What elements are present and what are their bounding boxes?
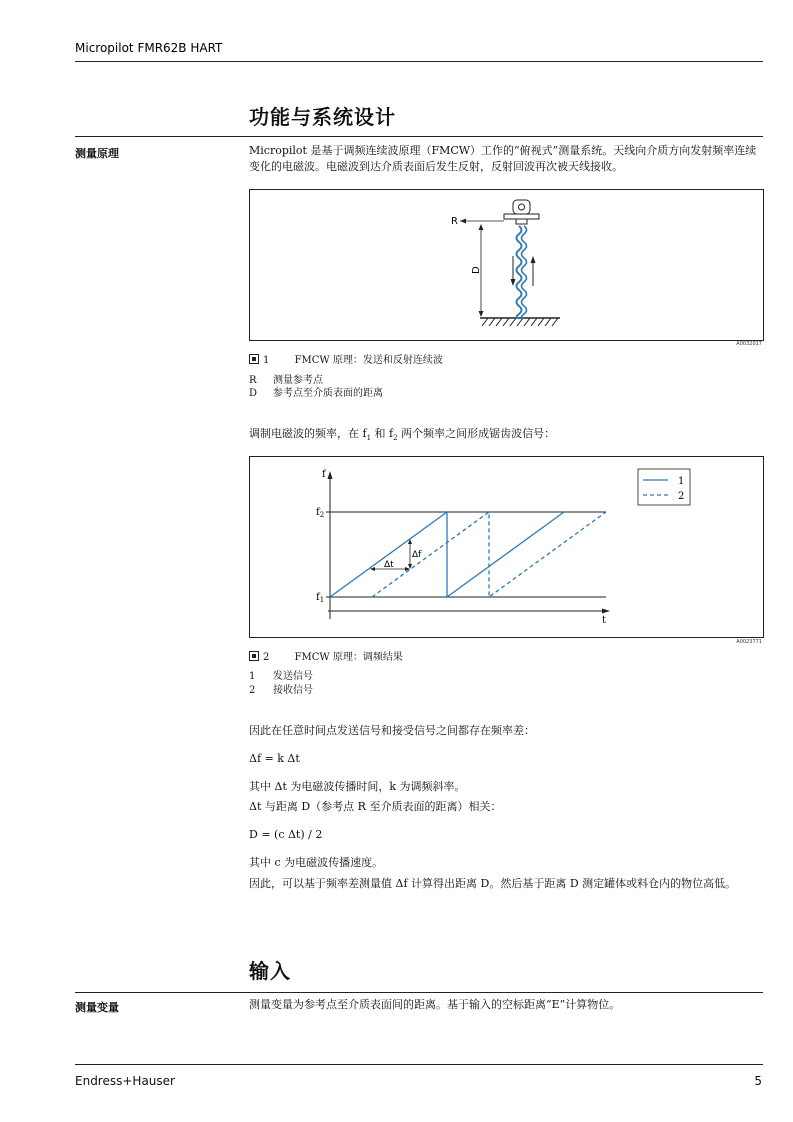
section-rule	[75, 136, 763, 137]
figure1-caption-text: FMCW 原理：发送和反射连续波	[294, 355, 443, 366]
legend-entry-2: 2	[678, 491, 685, 502]
footer-rule	[75, 1064, 763, 1065]
series-receive-line	[372, 512, 606, 597]
side-label-measuring-principle: 测量原理	[75, 147, 119, 160]
formula-intro: 因此在任意时间点发送信号和接受信号之间都存在频率差：	[249, 724, 535, 737]
figure2-number: 2	[263, 652, 270, 663]
figure2-caption-text: FMCW 原理：调频结果	[294, 652, 403, 663]
legend-entry-1: 1	[678, 476, 685, 487]
figure1-code: A0032017	[736, 341, 762, 347]
modulation-paragraph: 调制电磁波的频率，在 $f_1$ 和 $f_2$ 两个频率之间形成锯齿波信号：	[249, 427, 556, 443]
series-transmit-line	[330, 512, 564, 597]
section-heading-function: 功能与系统设计	[249, 105, 396, 129]
formula-explain-3: 其中 c 为电磁波传播速度。	[249, 856, 384, 869]
formula-delta-f: Δf = k Δt	[249, 752, 300, 765]
intro-paragraph: Micropilot 是基于调频连续波原理（FMCW）工作的“俯视式”测量系统。天线向介质方向发射频率连续变化的电磁波。电磁波到达介质表面后发生反射，反射回波再次被天线接收。	[249, 144, 757, 173]
formula-distance: D = (c Δt) / 2	[249, 828, 323, 841]
f2-label: $f_2$	[316, 507, 325, 519]
figure-fmcw-principle	[249, 189, 764, 341]
section-heading-input: 输入	[249, 959, 291, 983]
header-rule	[75, 61, 763, 62]
figure2-legend-1: 1 发送信号	[249, 671, 313, 682]
figure2-code: A0023771	[736, 639, 762, 645]
label-r: R	[451, 216, 458, 227]
figure-fmcw-result	[249, 456, 764, 638]
radar-device-icon	[504, 200, 539, 224]
chart-legend	[638, 469, 690, 505]
ground-hatch	[482, 318, 558, 326]
axis-t-label: t	[602, 615, 607, 626]
figure1-legend-d: D 参考点至介质表面的距离	[249, 388, 383, 399]
formula-explain-1: 其中 Δt 为电磁波传播时间，k 为调频斜率。	[249, 780, 466, 793]
formula-explain-2: Δt 与距离 D（参考点 R 至介质表面的距离）相关：	[249, 800, 502, 813]
figure-icon	[249, 651, 259, 661]
axis-f-label: f	[322, 469, 326, 480]
footer-brand: Endress+Hauser	[75, 1074, 175, 1088]
f1-label: $f_1$	[316, 592, 325, 604]
measured-variable-text: 测量变量为参考点至介质表面间的距离。基于输入的空标距离“E”计算物位。	[249, 998, 621, 1011]
figure-icon	[249, 354, 259, 364]
document-header-title: Micropilot FMR62B HART	[75, 41, 223, 55]
figure1-number: 1	[263, 355, 270, 366]
label-d: D	[471, 266, 482, 274]
fmcw-result-chart	[250, 457, 763, 637]
side-label-measured-variable: 测量变量	[75, 1001, 119, 1014]
delta-t-label: Δt	[384, 560, 394, 570]
section-rule	[75, 992, 763, 993]
footer-page-number: 5	[754, 1074, 762, 1088]
delta-f-label: Δf	[412, 550, 422, 560]
fmcw-principle-drawing	[250, 190, 763, 340]
formula-conclusion: 因此，可以基于频率差测量值 Δf 计算得出距离 D。然后基于距离 D 测定罐体或料仓内的物位高低。	[249, 877, 737, 890]
figure1-legend-r: R 测量参考点	[249, 375, 323, 386]
figure2-caption	[249, 651, 403, 665]
figure1-caption	[249, 354, 443, 368]
figure2-legend-2: 2 接收信号	[249, 685, 313, 696]
wave-signal	[517, 226, 522, 318]
